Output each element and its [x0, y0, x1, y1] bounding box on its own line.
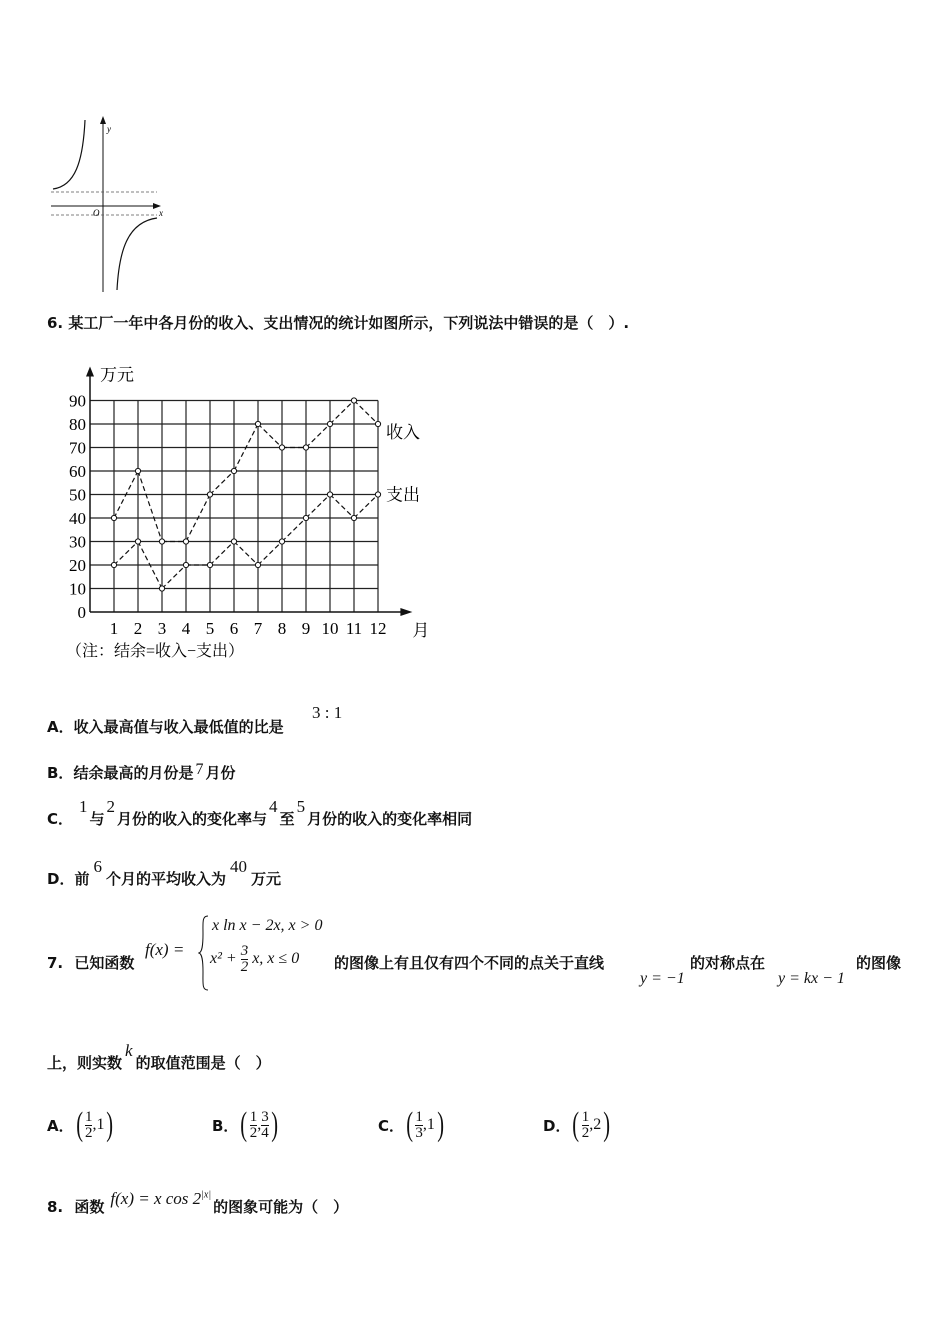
x-tick-label: 3 — [157, 619, 167, 638]
y-tick-label: 50 — [69, 485, 86, 505]
series-segment-支出 — [210, 542, 234, 566]
x-tick-label: 7 — [253, 619, 263, 638]
graph-x-label: x — [159, 208, 163, 218]
q7-text-5: 上，则实数 — [47, 1054, 123, 1072]
data-point-收入 — [327, 421, 332, 426]
case2-fraction — [241, 944, 249, 975]
series-segment-支出 — [282, 518, 306, 542]
q7-option-a[interactable] — [47, 1108, 116, 1142]
data-point-收入 — [159, 539, 164, 544]
q7-text-3: 的对称点在 — [690, 954, 766, 972]
frac-den: 2 — [249, 1124, 258, 1141]
frac-num: 3 — [240, 943, 249, 959]
q7-case1: x ln x − 2x, x > 0 — [212, 917, 323, 934]
q7-case2 — [210, 944, 299, 975]
y-tick-label: 0 — [77, 603, 86, 622]
close-paren: ) — [437, 1106, 444, 1143]
data-point-收入 — [183, 539, 188, 544]
option-letter: C． — [47, 810, 74, 828]
q7-text-6: 的取值范围是（ ） — [135, 1054, 271, 1072]
data-point-收入 — [111, 515, 116, 520]
option-fraction — [250, 1110, 258, 1141]
x-tick-label: 8 — [277, 619, 287, 638]
comma: , — [257, 1116, 262, 1133]
data-point-支出 — [255, 562, 260, 567]
q7-text: 已知函数 — [74, 954, 135, 972]
q8-exponent: |x| — [201, 1189, 212, 1201]
x-tick-label: 4 — [181, 619, 191, 638]
series-segment-收入 — [330, 401, 354, 425]
q7-line2-text — [47, 1041, 271, 1073]
q8-fx: f(x) = x cos 2 — [110, 1189, 202, 1208]
frac-num: 1 — [84, 1108, 93, 1125]
series-label: 收入 — [386, 423, 420, 442]
q7-number — [47, 952, 134, 973]
q6-option-d[interactable] — [47, 857, 281, 889]
option-fraction — [261, 1110, 269, 1141]
y-tick-label: 20 — [69, 556, 86, 575]
series-segment-收入 — [138, 471, 162, 542]
q6-option-a[interactable] — [47, 716, 284, 737]
x-tick-label: 10 — [321, 619, 339, 638]
data-point-支出 — [279, 539, 284, 544]
data-point-收入 — [135, 468, 140, 473]
q8-stem — [47, 1189, 349, 1217]
x-tick-label: 12 — [369, 619, 387, 638]
option-value: 1 — [426, 1116, 435, 1133]
option-text: 至 — [279, 810, 295, 828]
option-value: 2 — [593, 1116, 602, 1133]
series-segment-收入 — [210, 471, 234, 495]
option-fraction — [85, 1110, 93, 1141]
q7-option-b[interactable] — [212, 1108, 280, 1142]
frac-num: 1 — [249, 1108, 258, 1125]
option-math: 1 — [79, 797, 88, 816]
q7-fx: f(x) = — [145, 940, 185, 959]
x-tick-label: 2 — [133, 619, 143, 638]
series-segment-支出 — [258, 542, 282, 566]
option-letter: A． — [47, 718, 74, 736]
option-letter: D． — [543, 1116, 571, 1135]
q7-line1: y = −1 — [640, 970, 685, 987]
open-paren: ( — [572, 1106, 580, 1143]
y-tick-label: 80 — [69, 415, 86, 434]
chart-note: （注：结余=收入−支出） — [66, 643, 245, 660]
series-segment-支出 — [306, 495, 330, 519]
q7-text-4: 的图像 — [856, 954, 902, 972]
option-text: 与 — [89, 810, 105, 828]
q7-option-c[interactable] — [378, 1108, 446, 1142]
option-math: 4 — [269, 797, 278, 816]
comma: , — [92, 1116, 97, 1133]
option-math: 7 — [195, 761, 204, 778]
open-paren: ( — [406, 1106, 414, 1143]
y-tick-label: 60 — [69, 462, 86, 481]
data-point-支出 — [327, 492, 332, 497]
frac-den: 4 — [261, 1124, 269, 1141]
data-point-支出 — [375, 492, 380, 497]
y-tick-label: 90 — [69, 391, 86, 411]
q7-num: 7. — [47, 954, 64, 972]
q8-text-1: 函数 — [74, 1198, 105, 1216]
option-letter: B． — [212, 1116, 239, 1135]
data-point-收入 — [375, 421, 380, 426]
option-letter: A． — [47, 1116, 74, 1135]
q6-option-b[interactable] — [47, 762, 235, 783]
y-axis-arrow — [100, 116, 106, 124]
option-text: 个月的平均收入为 — [105, 870, 226, 888]
x-tick-label: 6 — [229, 619, 239, 638]
option-math: 5 — [296, 797, 306, 816]
data-point-支出 — [111, 562, 116, 567]
option-text: 结余最高的月份是 — [73, 764, 194, 782]
data-point-支出 — [231, 539, 236, 544]
q6-option-c[interactable] — [47, 797, 473, 829]
option-letter: C． — [378, 1116, 405, 1135]
data-point-支出 — [183, 562, 188, 567]
option-suffix: 月份 — [205, 764, 236, 782]
data-point-收入 — [255, 421, 260, 426]
piecewise-brace — [198, 914, 210, 992]
q7-line2: y = kx − 1 — [778, 970, 845, 987]
option-math: 40 — [229, 857, 247, 876]
y-axis-arrow — [86, 367, 94, 377]
data-point-收入 — [231, 468, 236, 473]
x-axis-arrow — [400, 608, 412, 616]
comma: , — [422, 1116, 427, 1133]
data-point-支出 — [351, 515, 356, 520]
series-segment-支出 — [354, 495, 378, 519]
option-text: 月份的收入的变化率相同 — [307, 810, 473, 828]
series-segment-支出 — [114, 542, 138, 566]
y-tick-label: 70 — [69, 438, 86, 458]
frac-num: 1 — [415, 1108, 423, 1125]
option-value: 1 — [96, 1116, 105, 1133]
income-expense-chart — [60, 352, 460, 662]
option-text: 前 — [74, 870, 90, 888]
frac-den: 2 — [240, 959, 249, 975]
frac-den: 3 — [415, 1124, 423, 1141]
close-paren: ) — [603, 1106, 611, 1143]
q6-stem — [47, 312, 629, 333]
frac-num: 1 — [581, 1108, 590, 1125]
option-letter: D． — [47, 870, 75, 888]
y-tick-label: 30 — [69, 532, 86, 552]
data-point-收入 — [279, 445, 284, 450]
data-point-收入 — [207, 492, 212, 497]
open-paren: ( — [75, 1106, 83, 1143]
x-tick-label: 11 — [345, 619, 363, 638]
curve-left-branch — [53, 120, 85, 189]
y-tick-label: 10 — [69, 579, 86, 599]
option-text: 月份的收入的变化率与 — [117, 810, 268, 828]
q6-option-a-math: 3 : 1 — [312, 703, 343, 722]
q8-function — [104, 1189, 213, 1208]
q7-option-d[interactable] — [543, 1108, 613, 1142]
x-tick-label: 5 — [205, 619, 215, 638]
close-paren: ) — [106, 1106, 114, 1143]
q6-text: 某工厂一年中各月份的收入、支出情况的统计如图所示，下列说法中错误的是（ ）. — [68, 314, 630, 332]
y-tick-label: 40 — [69, 509, 86, 528]
option-fraction — [415, 1110, 423, 1141]
option-letter: B． — [47, 764, 74, 782]
frac-num: 3 — [261, 1108, 269, 1125]
graph-origin-label: O — [93, 208, 100, 218]
comma: , — [589, 1116, 594, 1133]
q8-text-2: 的图象可能为（ ） — [213, 1198, 349, 1216]
case2-part-a: x² + — [210, 950, 237, 968]
x-tick-label: 1 — [109, 619, 119, 638]
q8-number: 8. — [47, 1198, 64, 1216]
option-text: 万元 — [250, 870, 281, 888]
series-segment-收入 — [306, 424, 330, 448]
open-paren: ( — [240, 1106, 248, 1143]
data-point-收入 — [351, 398, 356, 403]
data-point-支出 — [303, 515, 308, 520]
option-math: 6 — [93, 857, 102, 876]
series-segment-收入 — [258, 424, 282, 448]
option-math: 2 — [106, 797, 116, 816]
graph-y-label: y — [107, 124, 111, 134]
hyperbola-graph — [45, 112, 175, 294]
data-point-支出 — [135, 539, 140, 544]
series-segment-支出 — [162, 565, 186, 589]
q7-text-2: 的图像上有且仅有四个不同的点关于直线 — [334, 954, 605, 972]
q7-k: k — [125, 1041, 133, 1060]
q6-number: 6. — [47, 314, 64, 332]
case2-part-b: x, x ≤ 0 — [252, 950, 300, 968]
curve-right-branch — [117, 218, 157, 290]
series-segment-支出 — [330, 495, 354, 519]
option-fraction — [582, 1110, 590, 1141]
data-point-收入 — [303, 445, 308, 450]
series-segment-收入 — [354, 401, 378, 425]
frac-den: 2 — [581, 1124, 590, 1141]
option-text: 收入最高值与收入最低值的比是 — [73, 718, 284, 736]
data-point-支出 — [207, 562, 212, 567]
frac-den: 2 — [84, 1124, 93, 1141]
data-point-支出 — [159, 586, 164, 591]
series-label: 支出 — [386, 485, 420, 505]
x-axis-title: 月 — [412, 621, 430, 640]
x-tick-label: 9 — [301, 619, 311, 638]
y-axis-title: 万元 — [100, 365, 134, 385]
series-segment-支出 — [234, 542, 258, 566]
close-paren: ) — [271, 1106, 278, 1143]
